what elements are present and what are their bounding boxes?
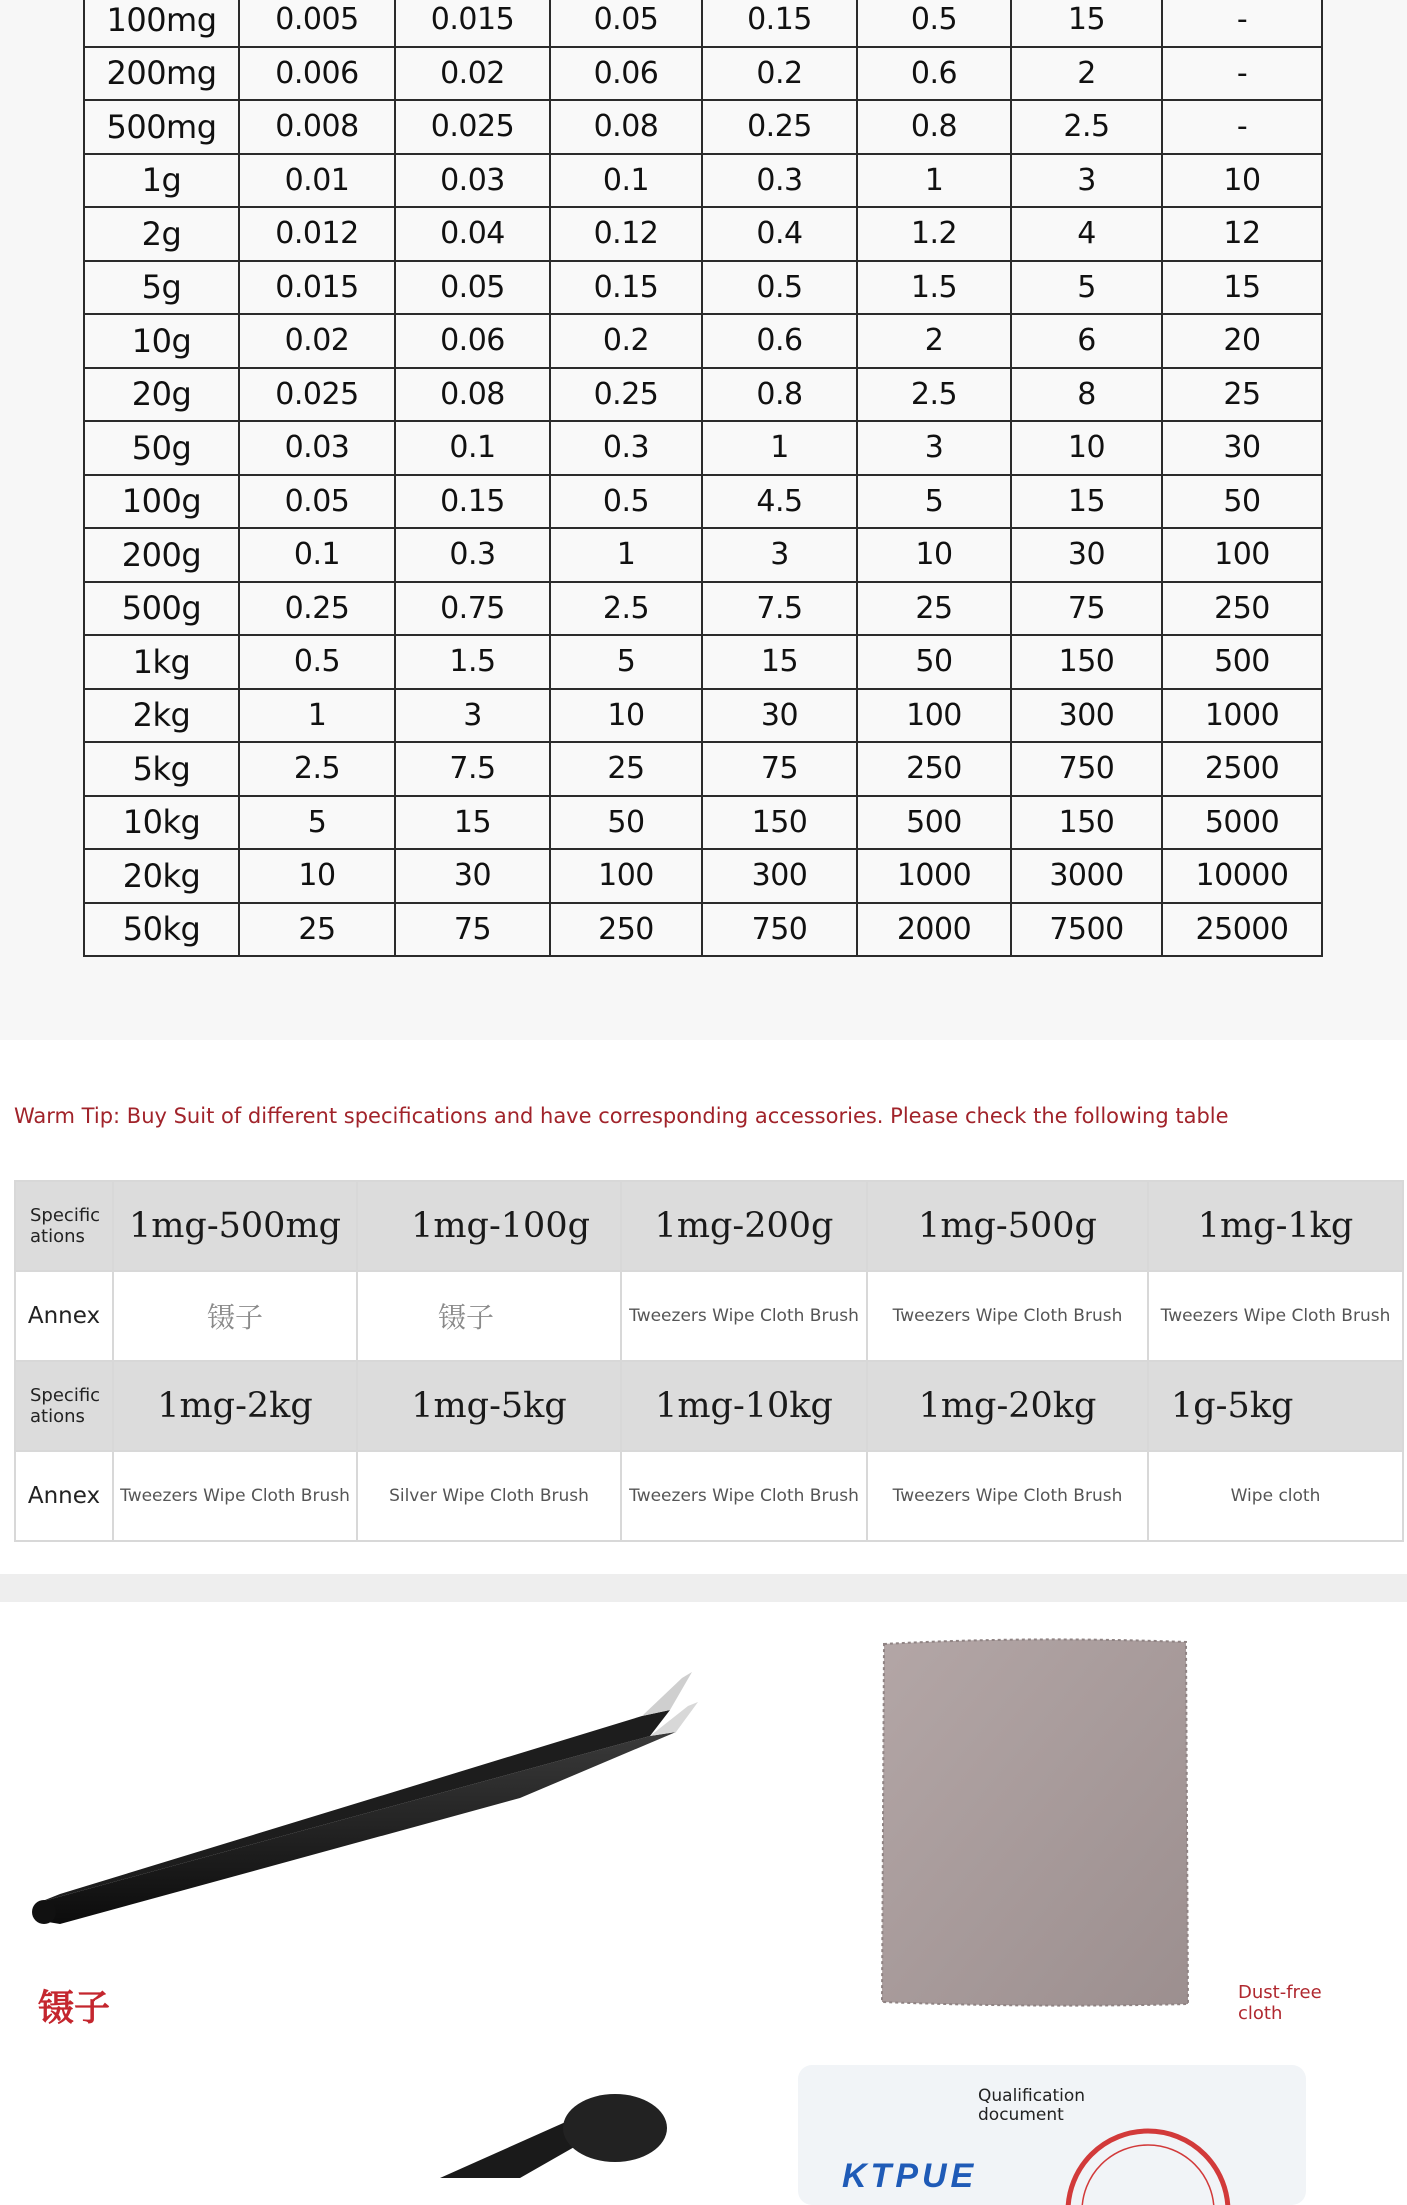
tolerance-cell: 750	[702, 903, 857, 957]
tolerance-cell: 50	[857, 635, 1011, 689]
spec-row-1	[15, 1181, 1403, 1271]
annex-cell: 镊子	[113, 1271, 357, 1361]
tolerance-cell: 15	[1011, 475, 1162, 529]
tolerance-cell: 250	[1162, 582, 1322, 636]
tolerance-cell: 0.25	[239, 582, 395, 636]
tolerance-cell: 75	[702, 742, 857, 796]
tolerance-cell: 10	[239, 849, 395, 903]
tolerance-cell: 0.15	[550, 261, 702, 315]
tolerance-cell: 5	[550, 635, 702, 689]
tolerance-cell: 100	[550, 849, 702, 903]
spec-cell: 1mg-10kg	[621, 1361, 867, 1451]
tolerance-cell: 4	[1011, 207, 1162, 261]
tolerance-cell: 1	[550, 528, 702, 582]
weight-cell: 50g	[84, 421, 239, 475]
weight-cell: 200mg	[84, 47, 239, 101]
tolerance-cell: 7.5	[395, 742, 550, 796]
tolerance-cell: 12	[1162, 207, 1322, 261]
tolerance-cell: 0.015	[239, 261, 395, 315]
tolerance-row	[84, 742, 1322, 796]
tolerance-cell: 5	[857, 475, 1011, 529]
weight-cell: 10kg	[84, 796, 239, 850]
tolerance-cell: 7500	[1011, 903, 1162, 957]
spec-row-header: Specific ations	[15, 1361, 113, 1451]
tolerance-cell: 1	[702, 421, 857, 475]
weight-cell: 5kg	[84, 742, 239, 796]
tolerance-cell: 0.8	[857, 100, 1011, 154]
annex-cell: Silver Wipe Cloth Brush	[357, 1451, 621, 1541]
tolerance-cell: 0.03	[395, 154, 550, 208]
tolerance-cell: 150	[1011, 796, 1162, 850]
tolerance-cell: 0.03	[239, 421, 395, 475]
tolerance-cell: 0.5	[239, 635, 395, 689]
tolerance-cell: 0.25	[550, 368, 702, 422]
spec-cell: 1mg-20kg	[867, 1361, 1148, 1451]
tolerance-row	[84, 475, 1322, 529]
tolerance-cell: 0.12	[550, 207, 702, 261]
tolerance-cell: 0.15	[702, 0, 857, 47]
weight-cell: 10g	[84, 314, 239, 368]
tolerance-row	[84, 207, 1322, 261]
tolerance-cell: 25	[239, 903, 395, 957]
tolerance-cell: 10	[550, 689, 702, 743]
spec-cell: 1g-5kg	[1148, 1361, 1403, 1451]
tolerance-cell: 5000	[1162, 796, 1322, 850]
tolerance-cell: 15	[395, 796, 550, 850]
tolerance-cell: 0.02	[395, 47, 550, 101]
tolerance-cell: 10	[1011, 421, 1162, 475]
weight-cell: 1g	[84, 154, 239, 208]
tolerance-cell: 0.01	[239, 154, 395, 208]
tolerance-cell: 0.05	[239, 475, 395, 529]
annex-cell: 镊子	[357, 1271, 621, 1361]
tolerance-cell: 100	[1162, 528, 1322, 582]
tolerance-cell: 2500	[1162, 742, 1322, 796]
tolerance-cell: 25	[550, 742, 702, 796]
tolerance-cell: 3	[1011, 154, 1162, 208]
tolerance-row	[84, 314, 1322, 368]
tolerance-row	[84, 261, 1322, 315]
tolerance-cell: 2.5	[857, 368, 1011, 422]
tolerance-cell: 1	[239, 689, 395, 743]
tolerance-cell: -	[1162, 0, 1322, 47]
tolerance-cell: 6	[1011, 314, 1162, 368]
weight-cell: 2kg	[84, 689, 239, 743]
spec-cell: 1mg-1kg	[1148, 1181, 1403, 1271]
spec-row-header: Specific ations	[15, 1181, 113, 1271]
tolerance-cell: 300	[702, 849, 857, 903]
tolerance-row	[84, 421, 1322, 475]
annex-row-1	[15, 1271, 1403, 1361]
annex-row-header: Annex	[15, 1271, 113, 1361]
tolerance-cell: 10000	[1162, 849, 1322, 903]
tolerance-cell: 250	[550, 903, 702, 957]
spec-row-2	[15, 1361, 1403, 1451]
tolerance-cell: 750	[1011, 742, 1162, 796]
tolerance-cell: 25	[1162, 368, 1322, 422]
tolerance-cell: 3	[702, 528, 857, 582]
annex-cell: Tweezers Wipe Cloth Brush	[867, 1271, 1148, 1361]
tolerance-cell: 0.2	[550, 314, 702, 368]
tolerance-cell: 0.012	[239, 207, 395, 261]
card-title: Qualification document	[978, 2086, 1086, 2125]
tolerance-cell: 15	[702, 635, 857, 689]
tolerance-cell: 0.1	[239, 528, 395, 582]
tolerance-cell: 0.05	[550, 0, 702, 47]
annex-cell: Tweezers Wipe Cloth Brush	[113, 1451, 357, 1541]
tolerance-cell: 75	[1011, 582, 1162, 636]
tolerance-cell: -	[1162, 47, 1322, 101]
tolerance-cell: 1000	[857, 849, 1011, 903]
tweezers-label: 镊子	[38, 1988, 111, 2029]
weight-cell: 2g	[84, 207, 239, 261]
tolerance-cell: 0.006	[239, 47, 395, 101]
tolerance-cell: 50	[550, 796, 702, 850]
warm-tip-text: Warm Tip: Buy Suit of different specifications and have corresponding accessories. Please check the following table	[14, 1104, 1229, 1128]
tolerance-cell: 0.06	[395, 314, 550, 368]
tolerance-cell: 2.5	[1011, 100, 1162, 154]
tolerance-cell: 0.6	[857, 47, 1011, 101]
tolerance-cell: 0.15	[395, 475, 550, 529]
tolerance-cell: -	[1162, 100, 1322, 154]
tolerance-cell: 0.1	[395, 421, 550, 475]
tolerance-cell: 0.8	[702, 368, 857, 422]
tolerance-cell: 30	[1011, 528, 1162, 582]
annex-cell: Wipe cloth	[1148, 1451, 1403, 1541]
tolerance-cell: 0.1	[550, 154, 702, 208]
annex-cell: Tweezers Wipe Cloth Brush	[1148, 1271, 1403, 1361]
cloth-label: Dust-free cloth	[1238, 1982, 1322, 2024]
tolerance-cell: 2	[1011, 47, 1162, 101]
section-divider	[0, 1574, 1407, 1602]
brush-image	[400, 2090, 670, 2178]
tolerance-cell: 3	[857, 421, 1011, 475]
tolerance-row	[84, 0, 1322, 47]
tolerance-cell: 0.05	[395, 261, 550, 315]
tolerance-cell: 75	[395, 903, 550, 957]
red-seal-stamp	[1058, 2121, 1238, 2205]
tolerance-cell: 30	[702, 689, 857, 743]
annex-cell: Tweezers Wipe Cloth Brush	[867, 1451, 1148, 1541]
weight-cell: 500g	[84, 582, 239, 636]
tolerance-cell: 30	[1162, 421, 1322, 475]
annex-cell: Tweezers Wipe Cloth Brush	[621, 1271, 867, 1361]
tolerance-cell: 0.08	[550, 100, 702, 154]
tolerance-cell: 10	[857, 528, 1011, 582]
tolerance-cell: 25000	[1162, 903, 1322, 957]
tolerance-cell: 50	[1162, 475, 1322, 529]
tolerance-cell: 0.005	[239, 0, 395, 47]
weight-cell: 50kg	[84, 903, 239, 957]
tolerance-row	[84, 903, 1322, 957]
tolerance-cell: 1.5	[857, 261, 1011, 315]
spec-cell: 1mg-100g	[357, 1181, 621, 1271]
brand-logo: KTPUE	[842, 2157, 978, 2195]
tolerance-cell: 100	[857, 689, 1011, 743]
tolerance-cell: 0.008	[239, 100, 395, 154]
weight-cell: 100g	[84, 475, 239, 529]
tolerance-row	[84, 635, 1322, 689]
tolerance-cell: 1.5	[395, 635, 550, 689]
tolerance-cell: 0.06	[550, 47, 702, 101]
annex-cell: Tweezers Wipe Cloth Brush	[621, 1451, 867, 1541]
spec-cell: 1mg-500g	[867, 1181, 1148, 1271]
annex-row-2	[15, 1451, 1403, 1541]
tolerance-cell: 2.5	[239, 742, 395, 796]
tolerance-cell: 1000	[1162, 689, 1322, 743]
tolerance-cell: 30	[395, 849, 550, 903]
tolerance-cell: 0.3	[395, 528, 550, 582]
spec-cell: 1mg-500mg	[113, 1181, 357, 1271]
tolerance-cell: 0.02	[239, 314, 395, 368]
tolerance-cell: 0.3	[702, 154, 857, 208]
tolerance-cell: 2000	[857, 903, 1011, 957]
tolerance-cell: 0.5	[702, 261, 857, 315]
tolerance-cell: 150	[702, 796, 857, 850]
tolerance-row	[84, 154, 1322, 208]
tolerance-cell: 0.08	[395, 368, 550, 422]
tolerance-cell: 7.5	[702, 582, 857, 636]
tolerance-cell: 0.4	[702, 207, 857, 261]
tolerance-cell: 300	[1011, 689, 1162, 743]
tolerance-cell: 25	[857, 582, 1011, 636]
spec-cell: 1mg-200g	[621, 1181, 867, 1271]
tolerance-cell: 0.015	[395, 0, 550, 47]
tolerance-cell: 0.5	[550, 475, 702, 529]
tolerance-row	[84, 849, 1322, 903]
tolerance-cell: 150	[1011, 635, 1162, 689]
tolerance-cell: 10	[1162, 154, 1322, 208]
weight-cell: 500mg	[84, 100, 239, 154]
tolerance-row	[84, 47, 1322, 101]
weight-cell: 200g	[84, 528, 239, 582]
weight-cell: 20kg	[84, 849, 239, 903]
tolerance-cell: 2	[857, 314, 1011, 368]
tolerance-cell: 4.5	[702, 475, 857, 529]
spec-cell: 1mg-2kg	[113, 1361, 357, 1451]
annex-row-header: Annex	[15, 1451, 113, 1541]
tolerance-cell: 500	[1162, 635, 1322, 689]
tolerance-cell: 0.025	[239, 368, 395, 422]
tolerance-row	[84, 368, 1322, 422]
tolerance-cell: 0.5	[857, 0, 1011, 47]
tolerance-cell: 5	[239, 796, 395, 850]
weight-cell: 100mg	[84, 0, 239, 47]
cleaning-cloth-image	[878, 1636, 1192, 2010]
tolerance-cell: 0.04	[395, 207, 550, 261]
tweezers-image	[30, 1620, 710, 1940]
tolerance-cell: 0.75	[395, 582, 550, 636]
tolerance-row	[84, 796, 1322, 850]
tolerance-cell: 20	[1162, 314, 1322, 368]
tolerance-cell: 0.6	[702, 314, 857, 368]
weight-cell: 1kg	[84, 635, 239, 689]
tolerance-cell: 15	[1162, 261, 1322, 315]
tolerance-row	[84, 689, 1322, 743]
tolerance-row	[84, 582, 1322, 636]
tolerance-table-section	[0, 0, 1407, 1040]
weight-cell: 20g	[84, 368, 239, 422]
tolerance-cell: 5	[1011, 261, 1162, 315]
spec-accessory-table	[14, 1180, 1404, 1542]
tolerance-cell: 0.2	[702, 47, 857, 101]
tolerance-cell: 0.25	[702, 100, 857, 154]
spec-cell: 1mg-5kg	[357, 1361, 621, 1451]
tolerance-cell: 15	[1011, 0, 1162, 47]
tolerance-table	[83, 0, 1323, 957]
tolerance-cell: 1.2	[857, 207, 1011, 261]
tolerance-cell: 8	[1011, 368, 1162, 422]
tolerance-row	[84, 100, 1322, 154]
weight-cell: 5g	[84, 261, 239, 315]
tolerance-cell: 500	[857, 796, 1011, 850]
tolerance-row	[84, 528, 1322, 582]
tolerance-cell: 250	[857, 742, 1011, 796]
tolerance-cell: 3000	[1011, 849, 1162, 903]
qualification-card	[798, 2065, 1306, 2205]
tolerance-cell: 2.5	[550, 582, 702, 636]
tolerance-cell: 3	[395, 689, 550, 743]
tolerance-cell: 0.3	[550, 421, 702, 475]
tolerance-cell: 1	[857, 154, 1011, 208]
tolerance-cell: 0.025	[395, 100, 550, 154]
